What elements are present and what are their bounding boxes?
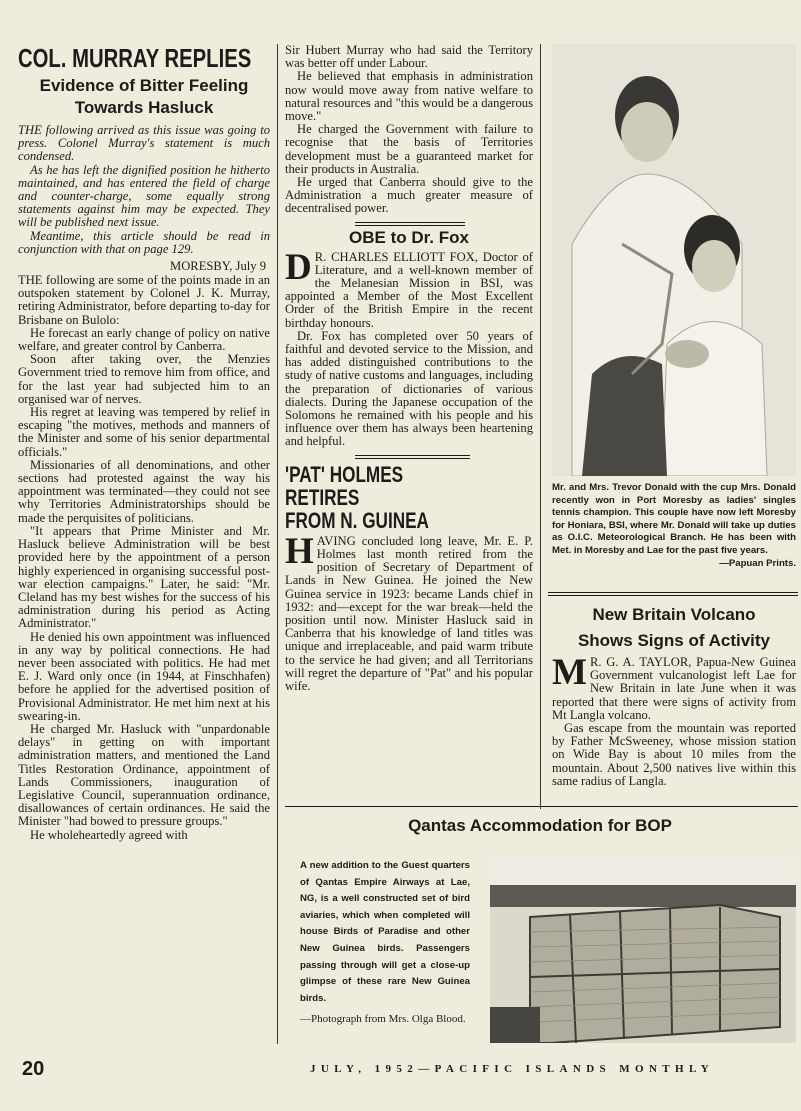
- subhead-murray-2: Towards Hasluck: [74, 98, 214, 117]
- volcano-lead: M R. G. A. TAYLOR, Papua-New Guinea Government vulcanologist left Lae for New Britain in late June when it was reported that there were signs of activity from Mt Langla volcano.: [552, 652, 796, 722]
- editor-note-para: THE following arrived as this issue was going to press. Colonel Murray's statement is much condensed.: [18, 123, 270, 164]
- drop-cap: H: [285, 530, 314, 572]
- qantas-caption-block: [300, 858, 470, 1026]
- aviary-photo: [490, 857, 796, 1043]
- paragraph: He charged Mr. Hasluck with "unpardonable delays" in getting on with important administration matters, and mentioned the Land Titles Restoration Ordinance, appointment of Lands Commissioners, inauguration of Legislative Council, superannuation ordinance, disallowances of certain ordinances. He said the Minister "had bowed to pressure groups.": [18, 721, 270, 829]
- paragraph: Sir Hubert Murray who had said the Territory was better off under Labour.: [285, 43, 533, 71]
- headline-holmes-1: 'PAT' HOLMES: [285, 461, 404, 487]
- section-rule: [355, 222, 465, 226]
- holmes-lead: HAVING concluded long leave, Mr. E. P. Holmes last month retired from the position of Secretary of Department of Lands in New Guinea. He joined the New Guinea service in 1923: became Lands chief in 1932: and—except for the war break—held the position until now. Minister Hasluck said in Canberra that his knowledge of land titles was unique and irreplaceable, and paid warm tribute to the service he had given; and all Territorians will regret the departure of "Pat" and his popular wife.: [285, 530, 533, 693]
- subhead-murray-1: Evidence of Bitter Feeling: [39, 76, 249, 95]
- photo-caption: Mr. and Mrs. Trevor Donald with the cup Mrs. Donald recently won in Port Moresby as ladies' singles tennis champion. This couple have now left Moresby for Honiara, BSI, where Mr. Donald will take up duties as O.I.C. Meteorological Branch. He has been with Met. in Moresby and Lae for the past five years.: [552, 482, 796, 556]
- section-rule: [548, 592, 798, 596]
- section-rule: [285, 806, 798, 807]
- paragraph: Dr. Fox has completed over 50 years of faithful and devoted service to the Mission, and has added distinguished contributions to the study of native customs and languages, including the preparation of dictionaries of various dialects. During the Japanese occupation of the Solomons he remained with his people and his influence over them has always been heartening and helpful.: [285, 328, 533, 449]
- photo-credit: —Papuan Prints.: [719, 557, 796, 569]
- holmes-article: [285, 530, 533, 693]
- paragraph: His regret at leaving was tempered by relief in escaping "the motives, methods and manners of the Minister and some of his senior departmental officials.": [18, 405, 270, 459]
- paragraph: "It appears that Prime Minister and Mr. Hasluck believe Administration will be best provided here by the appointment of a person highly experienced in organising successful post-war election campaigns." Later, he said: "Mr. Cleland has my best wishes for the success of his administration during his period as Acting Administrator.": [18, 523, 270, 631]
- paragraph: He believed that emphasis in administration now would move away from native welfare to natural resources and "this would be a dangerous move.": [285, 69, 533, 124]
- paragraph: Soon after taking over, the Menzies Government tried to remove him from office, and for the last year had subjected him to an organised war of nerves.: [18, 352, 270, 406]
- drop-cap: D: [285, 246, 312, 288]
- headline-volcano-1: New Britain Volcano: [592, 605, 756, 624]
- volcano-article: [552, 652, 796, 788]
- tennis-couple-photo: [552, 44, 796, 476]
- qantas-credit: —Photograph from Mrs. Olga Blood.: [300, 1013, 466, 1026]
- paragraph: Missionaries of all denominations, and other sections had protested against the way his appointment was terminated—they could not see why Territories Administratorships should be made the perquisites of politicians.: [18, 457, 270, 525]
- column-2: [285, 44, 533, 693]
- paragraph: He forecast an early change of policy on native welfare, and greater control by Canberra.: [18, 325, 270, 354]
- paragraph: He denied his own appointment was influenced in any way by political connections. He had never been associated with politics. He had met E. J. Ward only once (in 1944, at Finschhafen) before he applied for the advertised position of Provisional Administrator. He met him next at his swearing-in.: [18, 629, 270, 723]
- page-number: 20: [22, 1058, 45, 1080]
- photo-caption-block: [552, 482, 796, 570]
- headline-qantas: Qantas Accommodation for BOP: [408, 816, 672, 835]
- column-1: [18, 44, 270, 842]
- column-divider: [277, 44, 278, 1044]
- headline-holmes-2: RETIRES: [285, 484, 360, 510]
- masthead-footer: JULY, 1952—PACIFIC ISLANDS MONTHLY: [310, 1063, 715, 1075]
- editor-note-para: As he has left the dignified position he hitherto maintained, and has entered the field of charge and counter-charge, some equally strong statements against him may be expected. They will be published next issue.: [18, 162, 270, 230]
- obe-article: [285, 246, 533, 449]
- headline-obe: OBE to Dr. Fox: [349, 227, 469, 247]
- murray-article: [18, 274, 270, 842]
- obe-lead: D R. CHARLES ELLIOTT FOX, Doctor of Literature, and a well-known member of the Melanesian Mission in BSI, was appointed a Member of the Most Excellent Order of the British Empire in the recent birthday honours.: [285, 246, 533, 330]
- editor-note-para: Meantime, this article should be read in conjunction with that on page 129.: [18, 228, 270, 256]
- paragraph: Gas escape from the mountain was reported by Father McSweeney, whose mission station on Wide Bay is about 10 miles from the mountain. About 2,500 natives live within this same radius of Langla.: [552, 721, 796, 788]
- dateline: MORESBY, July 9: [170, 259, 266, 274]
- murray-continued: [285, 44, 533, 216]
- column-divider: [540, 44, 541, 809]
- headline-holmes-3: FROM N. GUINEA: [285, 507, 429, 533]
- lead-paragraph: THE following are some of the points made in an outspoken statement by Colonel J. K. Murray, retiring Administrator, before departing to-day for Brisbane on Bulolo:: [18, 273, 270, 327]
- volcano-block: [552, 604, 796, 788]
- section-rule: [355, 455, 470, 459]
- paragraph: He wholeheartedly agreed with: [30, 827, 188, 842]
- drop-cap: M: [552, 652, 587, 693]
- qantas-caption: A new addition to the Guest quarters of Qantas Empire Airways at Lae, NG, is a well constructed set of bird aviaries, which when completed will house Birds of Paradise and other New Guinea birds. Passengers passing through will get a close-up glimpse of these rare New Guinea birds.: [300, 860, 470, 1004]
- headline-volcano-2: Shows Signs of Activity: [577, 631, 771, 650]
- editor-note: [18, 124, 270, 256]
- paragraph: He charged the Government with failure to recognise that the basis of Territories development must be a guaranteed market for their products in Australia.: [285, 122, 533, 176]
- headline-murray: COL. MURRAY REPLIES: [18, 43, 252, 73]
- paragraph: He urged that Canberra should give to the Administration a much greater measure of decentralised power.: [285, 175, 533, 216]
